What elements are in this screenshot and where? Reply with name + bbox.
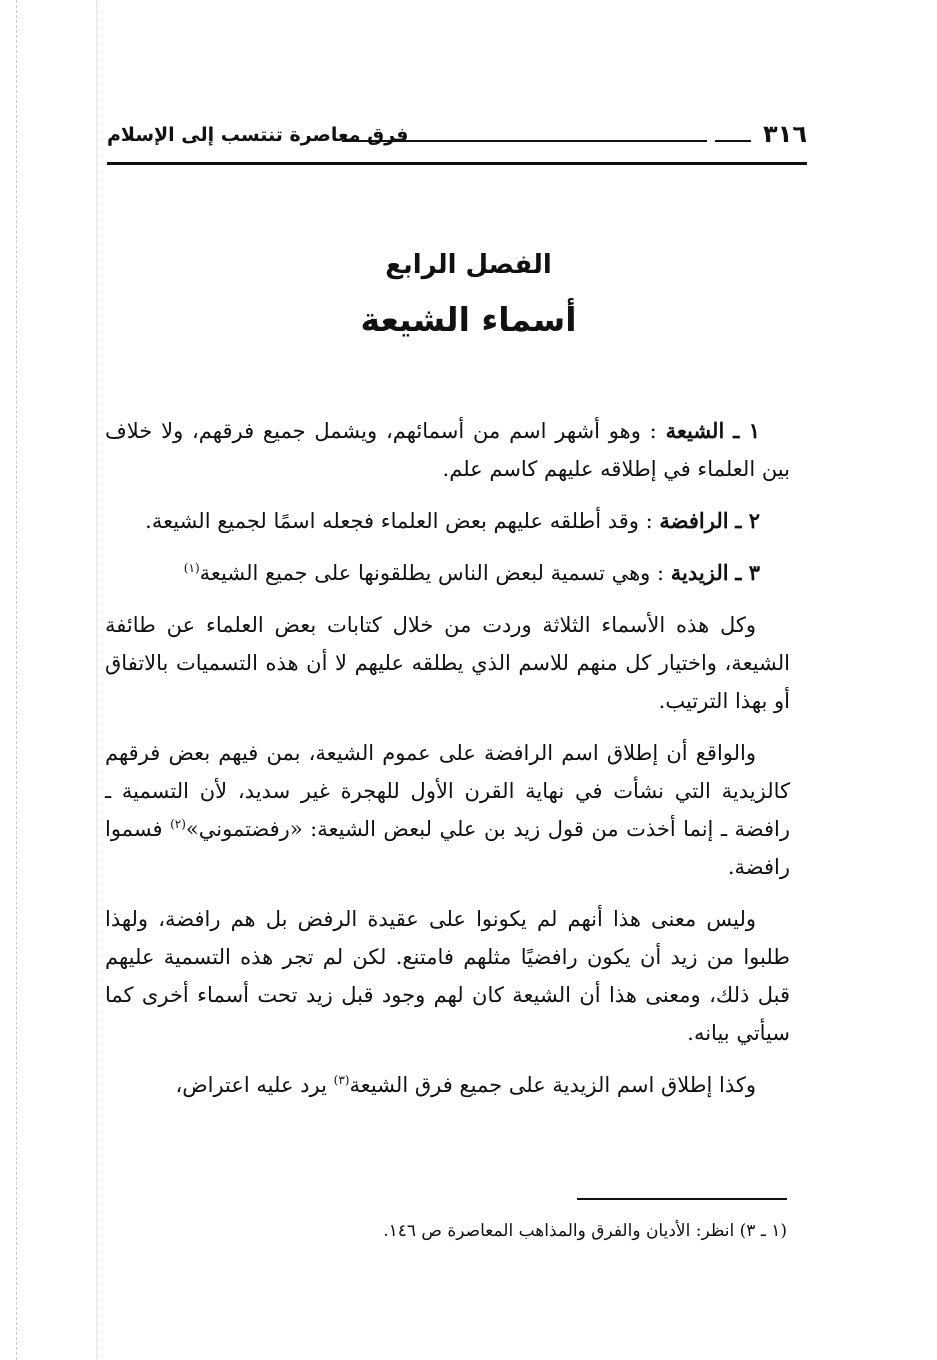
paragraph [105, 1066, 790, 1104]
chapter-title: أسماء الشيعة [360, 300, 577, 339]
page-number: ٣١٦ [763, 120, 807, 148]
item-text: : وقد أطلقه عليهم بعض العلماء فجعله اسمًا لجميع الشيعة. [145, 509, 653, 533]
item-number: ٣ ـ [735, 560, 760, 585]
chapter-label: الفصل الرابع [385, 250, 552, 280]
list-item [105, 412, 790, 488]
footnote-ref: (٣) [333, 1073, 350, 1087]
scan-margin-line [96, 0, 97, 1360]
header-rule [107, 162, 807, 165]
footnote-rule [577, 1198, 787, 1200]
item-number: ١ ـ [733, 418, 761, 443]
body-text [105, 412, 790, 1118]
list-item [105, 554, 790, 592]
list-item [105, 502, 790, 540]
item-term: الشيعة [665, 418, 725, 443]
paragraph-text: وكذا إطلاق اسم الزيدية على جميع فرق الشيعة [349, 1073, 756, 1097]
paragraph-text: فسموا رافضة. [105, 817, 790, 879]
paragraph [105, 734, 790, 886]
item-term: الرافضة [659, 508, 729, 533]
running-header [107, 118, 807, 158]
paragraph: وكل هذه الأسماء الثلاثة وردت من خلال كتابات بعض العلماء عن طائفة الشيعة، واختيار كل منهم للاسم الذي يطلقه عليهم لا أن هذه التسميات بالاتفاق أو بهذا الترتيب. [105, 613, 790, 713]
book-title: فرق معاصرة تنتسب إلى الإسلام [107, 124, 409, 146]
footnote: (١ ـ ٣) انظر: الأديان والفرق والمذاهب المعاصرة ص ١٤٦. [383, 1221, 787, 1241]
item-text: : وهو أشهر اسم من أسمائهم، ويشمل جميع فرقهم، ولا خلاف بين العلماء في إطلاقه عليهم كاسم علم. [105, 419, 790, 481]
item-number: ٢ ـ [735, 508, 760, 533]
item-text: : وهي تسمية لبعض الناس يطلقونها على جميع الشيعة [199, 561, 665, 585]
scan-margin-line [16, 0, 17, 1360]
paragraph-text: يرد عليه اعتراض، [175, 1073, 334, 1097]
paragraph: وليس معنى هذا أنهم لم يكونوا على عقيدة الرفض بل هم رافضة، ولهذا طلبوا من زيد أن يكون رافضيًا مثلهم فامتنع. لكن لم تجر هذه التسمية عليهم قبل ذلك، ومعنى هذا أن الشيعة كان لهم وجود قبل زيد تحت أسماء أخرى كما سيأتي بيانه. [105, 907, 790, 1045]
item-term: الزيدية [670, 560, 729, 585]
header-dash [715, 140, 751, 142]
footnote-ref: (١) [183, 561, 200, 575]
footnote-ref: (٢) [170, 817, 186, 831]
paragraph-text: والواقع أن إطلاق اسم الرافضة على عموم الشيعة، بمن فيهم بعض فرقهم كالزيدية التي نشأت في نهاية القرن الأول للهجرة غير سديد، لأن التسمية ـ رافضة ـ إنما أخذت من قول زيد بن علي لبعض الشيعة: «رفضتموني» [105, 741, 790, 841]
